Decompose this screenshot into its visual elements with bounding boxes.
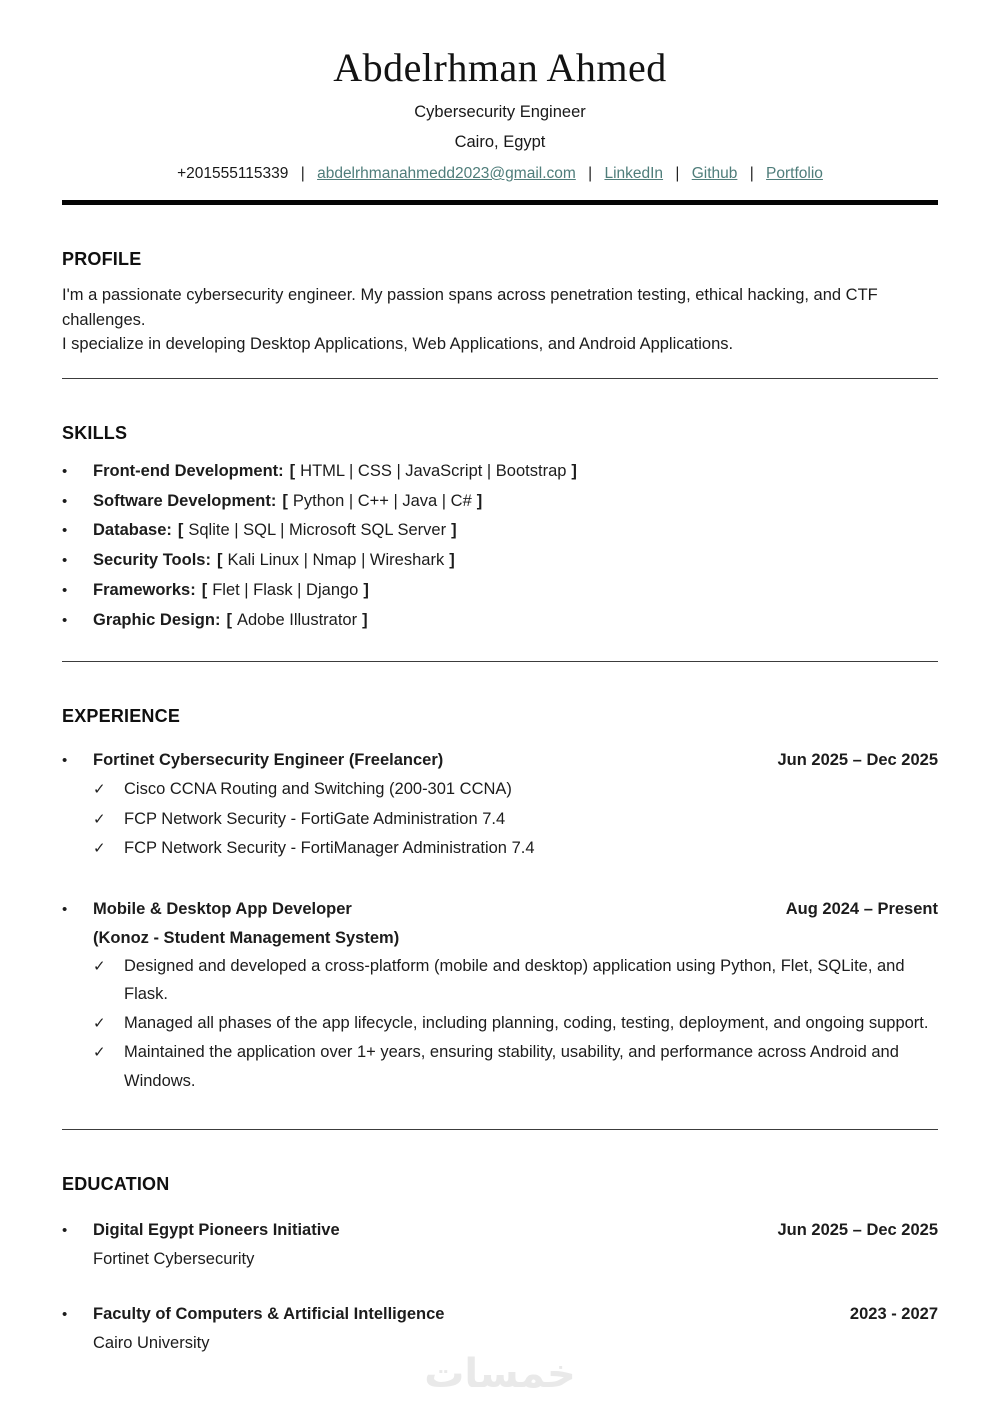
profile-paragraph: I specialize in developing Desktop Applications, Web Applications, and Android Applications. bbox=[62, 335, 734, 353]
bracket-close: ] bbox=[476, 491, 483, 510]
skill-text bbox=[93, 487, 482, 517]
skill-label: Frameworks: bbox=[93, 581, 196, 600]
education-entry-head bbox=[62, 1216, 938, 1245]
skill-label: Front-end Development: bbox=[93, 461, 284, 480]
skill-item bbox=[62, 606, 938, 636]
skill-value: HTML | CSS | JavaScript | Bootstrap bbox=[300, 461, 567, 480]
skill-value: Flet | Flask | Django bbox=[212, 581, 359, 600]
section-profile bbox=[62, 249, 938, 357]
bullet-icon: • bbox=[62, 552, 68, 570]
experience-entry-head bbox=[62, 895, 938, 924]
education-entry bbox=[62, 1300, 938, 1357]
header bbox=[62, 44, 938, 183]
education-heading: EDUCATION bbox=[62, 1174, 170, 1195]
separator: | bbox=[749, 165, 754, 182]
experience-bullet-text: Cisco CCNA Routing and Switching (200-301 CCNA) bbox=[124, 780, 512, 799]
profile-heading: PROFILE bbox=[62, 249, 142, 269]
bracket-close: ] bbox=[571, 461, 577, 480]
phone-number: +201555115339 bbox=[177, 165, 289, 182]
bullet-icon: • bbox=[62, 462, 68, 480]
skill-value: Adobe Illustrator bbox=[236, 610, 358, 629]
experience-bullet-text: FCP Network Security - FortiManager Administration 7.4 bbox=[124, 839, 535, 858]
skill-label: Database: bbox=[93, 521, 172, 540]
bullet-icon: • bbox=[62, 582, 68, 600]
portfolio-link[interactable]: Portfolio bbox=[766, 165, 823, 182]
education-subtitle: Cairo University bbox=[93, 1334, 210, 1353]
section-divider bbox=[62, 378, 938, 379]
skill-text bbox=[93, 516, 457, 546]
bracket-open: [ bbox=[289, 461, 296, 480]
education-entry-head bbox=[62, 1300, 938, 1329]
experience-bullet bbox=[93, 775, 938, 805]
education-subtitle: Fortinet Cybersecurity bbox=[93, 1250, 255, 1269]
check-icon: ✓ bbox=[93, 957, 106, 975]
email-link[interactable]: abdelrhmanahmedd2023@gmail.com bbox=[317, 165, 576, 182]
experience-bullet-text: Maintained the application over 1+ years, ensuring stability, usability, and performance across Android and Windows. bbox=[124, 1043, 899, 1090]
skill-value: Kali Linux | Nmap | Wireshark bbox=[227, 551, 445, 570]
skill-value: Python | C++ | Java | C# bbox=[292, 491, 472, 510]
bracket-close: ] bbox=[362, 610, 368, 629]
bracket-open: [ bbox=[201, 581, 208, 600]
experience-title: Mobile & Desktop App Developer bbox=[93, 899, 352, 918]
check-icon: ✓ bbox=[93, 1044, 106, 1062]
skills-list bbox=[62, 457, 938, 636]
skill-label: Security Tools: bbox=[93, 551, 211, 570]
bullet-icon: • bbox=[62, 1222, 68, 1240]
profile-text bbox=[62, 283, 938, 357]
bullet-icon: • bbox=[62, 611, 68, 629]
check-icon: ✓ bbox=[93, 810, 106, 828]
skill-item bbox=[62, 576, 938, 606]
education-title: Faculty of Computers & Artificial Intelligence bbox=[93, 1305, 445, 1324]
experience-bullet bbox=[93, 805, 938, 835]
skill-value: Sqlite | SQL | Microsoft SQL Server bbox=[188, 521, 447, 540]
skills-heading: SKILLS bbox=[62, 422, 128, 443]
section-skills bbox=[62, 423, 938, 636]
section-education bbox=[62, 1174, 938, 1357]
separator: | bbox=[300, 165, 305, 182]
bracket-open: [ bbox=[177, 521, 184, 540]
experience-date: Aug 2024 – Present bbox=[785, 899, 938, 918]
bracket-close: ] bbox=[449, 551, 455, 570]
check-icon: ✓ bbox=[93, 781, 106, 799]
section-divider bbox=[62, 661, 938, 662]
bullet-icon: • bbox=[62, 522, 68, 540]
experience-entry bbox=[62, 895, 938, 1096]
skill-text bbox=[93, 457, 577, 487]
experience-bullet-text: Designed and developed a cross-platform (mobile and desktop) application using Python, Flet, SQLite, and Flask. bbox=[124, 956, 905, 1004]
experience-entry bbox=[62, 746, 938, 864]
education-date: Jun 2025 – Dec 2025 bbox=[777, 1221, 938, 1240]
skill-label: Graphic Design: bbox=[93, 610, 221, 629]
separator: | bbox=[675, 165, 680, 182]
experience-bullet bbox=[93, 1038, 938, 1095]
bullet-icon: • bbox=[62, 900, 68, 918]
bullet-icon: • bbox=[62, 492, 68, 510]
skill-text bbox=[93, 606, 368, 636]
skill-item bbox=[62, 516, 938, 546]
check-icon: ✓ bbox=[93, 840, 106, 858]
skill-item bbox=[62, 487, 938, 517]
experience-bullet bbox=[93, 952, 938, 1009]
experience-bullet-text: Managed all phases of the app lifecycle, including planning, coding, testing, deployment, and ongoing support. bbox=[124, 1013, 929, 1032]
experience-subtitle: (Konoz - Student Management System) bbox=[93, 928, 400, 947]
education-title: Digital Egypt Pioneers Initiative bbox=[93, 1221, 340, 1240]
experience-bullet-text: FCP Network Security - FortiGate Administration 7.4 bbox=[124, 809, 506, 828]
education-entry bbox=[62, 1216, 938, 1273]
bracket-close: ] bbox=[363, 581, 369, 600]
section-experience bbox=[62, 706, 938, 1095]
header-divider bbox=[62, 200, 938, 205]
experience-bullet bbox=[93, 1009, 938, 1039]
candidate-name: Abdelrhman Ahmed bbox=[333, 45, 667, 90]
profile-paragraph: I'm a passionate cybersecurity engineer. My passion spans across penetration testing, ethical hacking, and CTF challenges. bbox=[62, 286, 878, 329]
skill-label: Software Development: bbox=[93, 491, 277, 510]
skill-item bbox=[62, 546, 938, 576]
bracket-open: [ bbox=[226, 610, 232, 629]
experience-entry-head bbox=[62, 746, 938, 775]
experience-date: Jun 2025 – Dec 2025 bbox=[777, 751, 938, 770]
bracket-open: [ bbox=[282, 491, 288, 510]
job-title: Cybersecurity Engineer bbox=[414, 103, 586, 121]
skill-text bbox=[93, 546, 455, 576]
experience-bullet bbox=[93, 834, 938, 864]
skill-item bbox=[62, 457, 938, 487]
linkedin-link[interactable]: LinkedIn bbox=[604, 165, 664, 182]
experience-title: Fortinet Cybersecurity Engineer (Freelancer) bbox=[93, 751, 444, 770]
watermark: خمسات bbox=[424, 1351, 576, 1397]
bullet-icon: • bbox=[62, 752, 68, 770]
location: Cairo, Egypt bbox=[454, 133, 546, 151]
experience-heading: EXPERIENCE bbox=[62, 706, 181, 727]
separator: | bbox=[588, 165, 593, 182]
bracket-open: [ bbox=[216, 551, 223, 570]
skill-text bbox=[93, 576, 369, 606]
education-date: 2023 - 2027 bbox=[849, 1305, 938, 1324]
check-icon: ✓ bbox=[93, 1014, 106, 1032]
section-divider bbox=[62, 1129, 938, 1130]
contact-line bbox=[62, 165, 938, 183]
bracket-close: ] bbox=[451, 521, 457, 540]
github-link[interactable]: Github bbox=[691, 165, 738, 182]
bullet-icon: • bbox=[62, 1306, 68, 1324]
